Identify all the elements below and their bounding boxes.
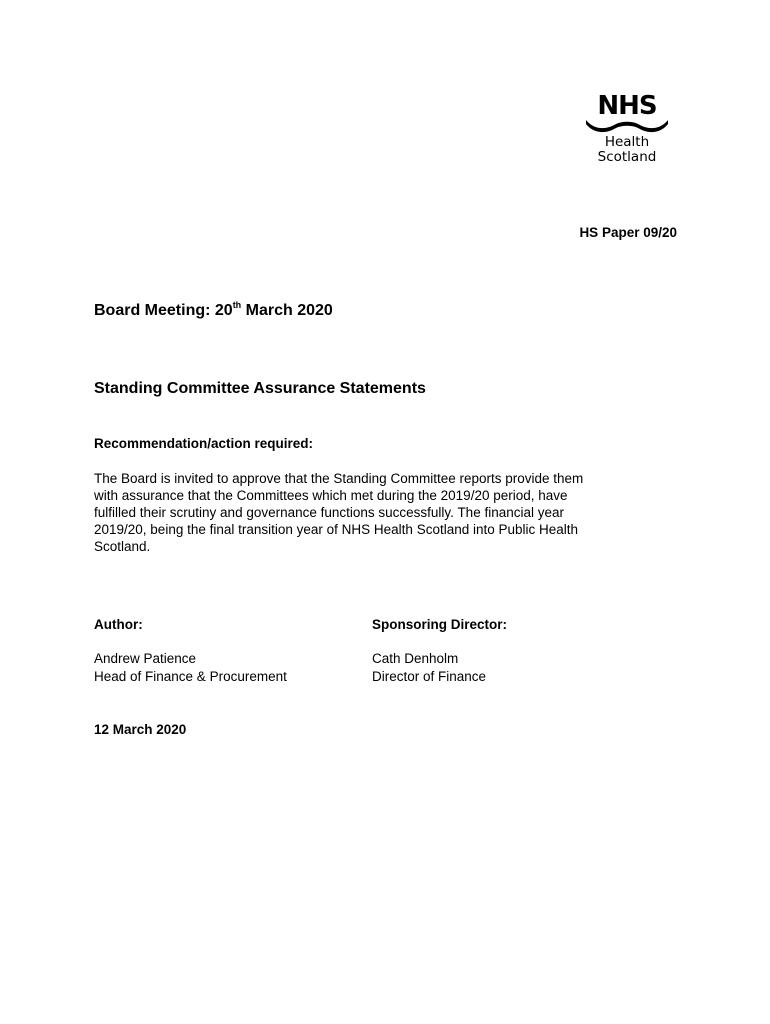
author-block [94, 616, 287, 685]
author-label: Author: [94, 617, 143, 632]
paper-reference: HS Paper 09/20 [579, 225, 677, 240]
meeting-superscript: th [232, 300, 242, 310]
document-date: 12 March 2020 [94, 722, 187, 737]
author-name: Andrew Patience [94, 651, 197, 666]
recommendation-line: fulfilled their scrutiny and governance functions successfully. The financial year [94, 505, 564, 520]
logo-nhs-text: NHS [597, 91, 657, 121]
sponsor-label: Sponsoring Director: [372, 617, 508, 632]
recommendation-line: 2019/20, being the final transition year of NHS Health Scotland into Public Health [94, 522, 579, 537]
recommendation-line: The Board is invited to approve that the Standing Committee reports provide them [94, 471, 584, 486]
recommendation-body [94, 470, 674, 555]
board-meeting-heading [94, 302, 333, 320]
logo-wave-icon [586, 120, 668, 132]
meeting-suffix: March 2020 [241, 302, 333, 319]
recommendation-line: with assurance that the Committees which met during the 2019/20 period, have [94, 488, 568, 503]
sponsor-role: Director of Finance [372, 668, 487, 684]
recommendation-heading: Recommendation/action required: [94, 436, 314, 451]
meeting-prefix: Board Meeting: 20 [94, 302, 233, 319]
sponsor-name: Cath Denholm [372, 651, 459, 666]
recommendation-line: Scotland. [94, 539, 151, 554]
logo-scotland-text: Scotland [597, 149, 657, 165]
page-title: Standing Committee Assurance Statements [94, 380, 426, 397]
logo-health-text: Health [604, 134, 650, 150]
author-role: Head of Finance & Procurement [94, 668, 287, 684]
sponsor-block [372, 616, 507, 685]
nhs-health-scotland-logo [582, 90, 672, 166]
